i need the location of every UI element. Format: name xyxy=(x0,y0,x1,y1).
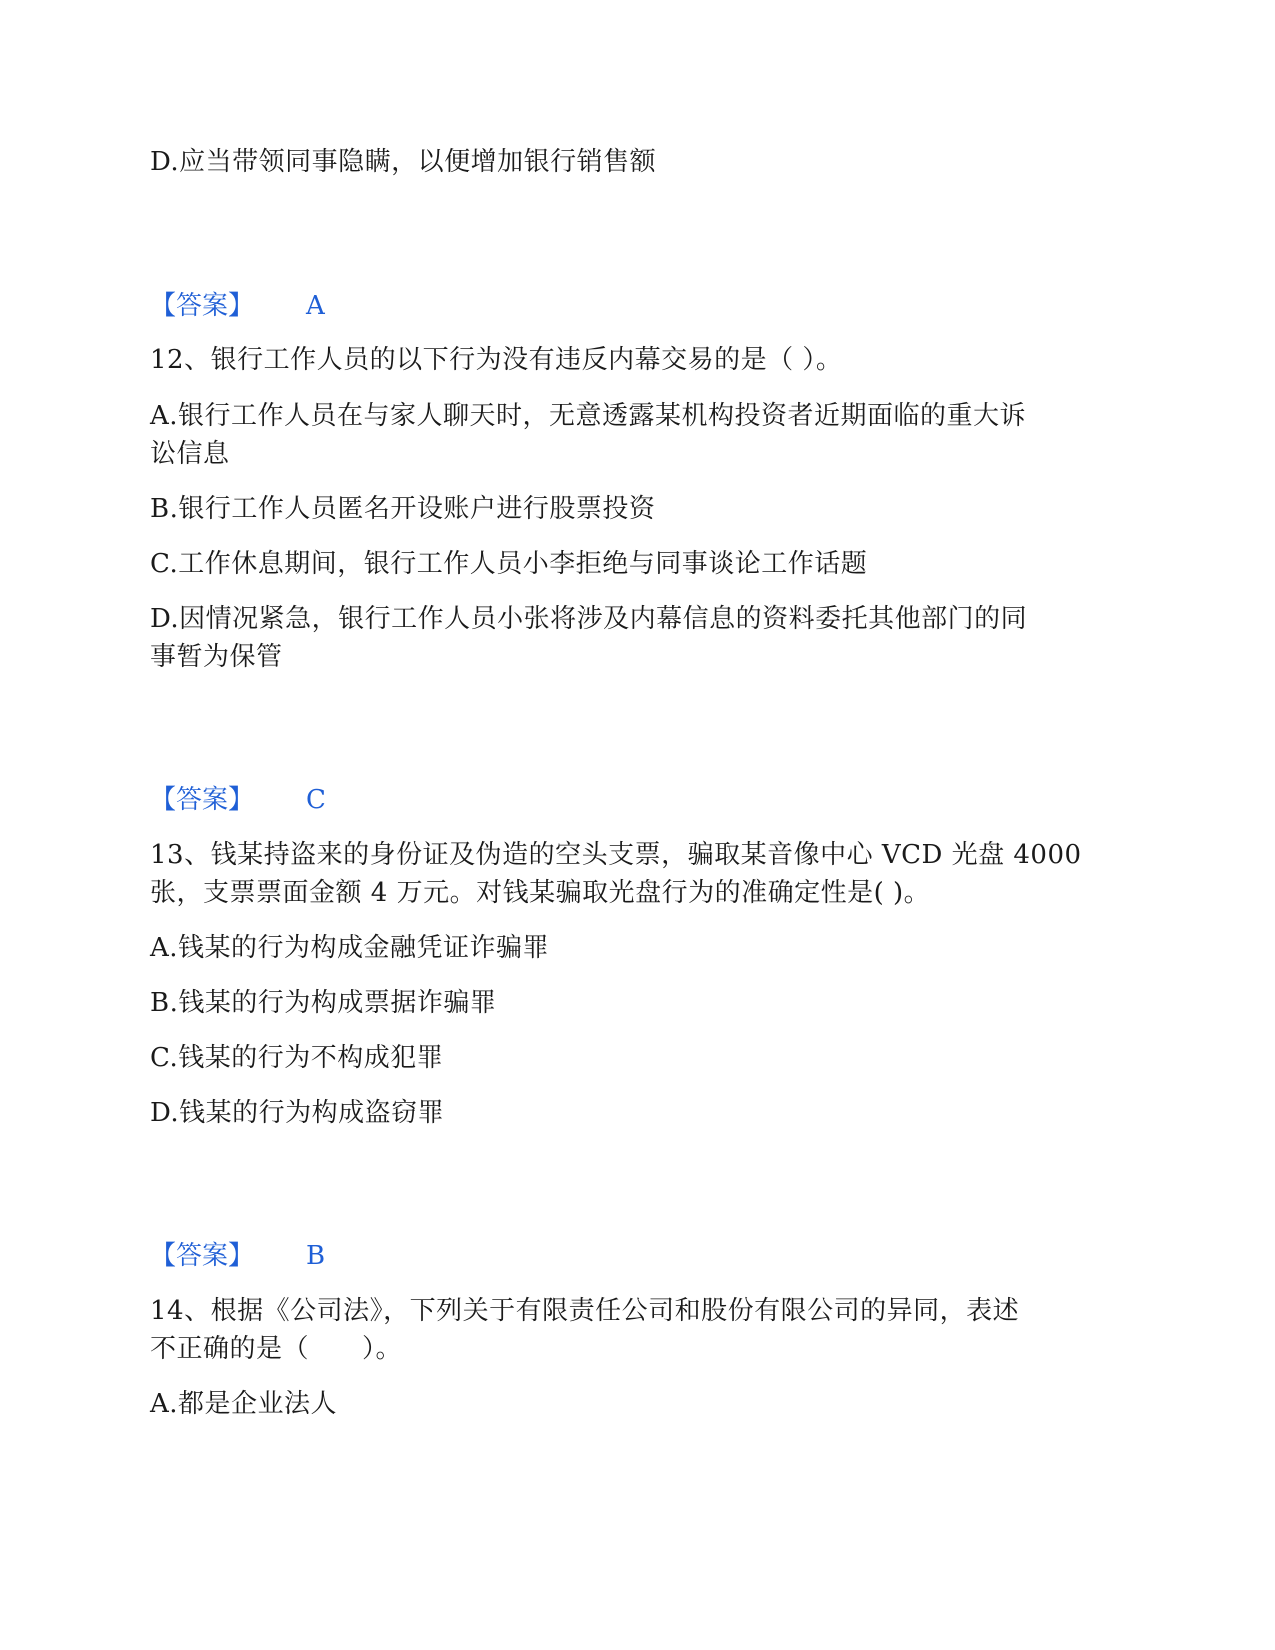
answer-label: 【答案】 xyxy=(150,291,255,321)
answer-value: C xyxy=(306,785,326,815)
q13-stem-line1: 13、钱某持盗来的身份证及伪造的空头支票，骗取某音像中心 VCD 光盘 4000 xyxy=(150,840,1082,870)
answer-label: 【答案】 xyxy=(150,785,255,815)
q12-stem: 12、银行工作人员的以下行为没有违反内幕交易的是（ ）。 xyxy=(150,345,843,375)
q11-answer xyxy=(150,289,325,323)
answer-value: B xyxy=(306,1241,326,1271)
q13-option-b: B.钱某的行为构成票据诈骗罪 xyxy=(150,988,497,1018)
q14-stem-line2: 不正确的是（ ）。 xyxy=(150,1334,403,1364)
q14-stem-line1: 14、根据《公司法》，下列关于有限责任公司和股份有限公司的异同，表述 xyxy=(150,1296,1020,1326)
q13-option-a: A.钱某的行为构成金融凭证诈骗罪 xyxy=(150,933,550,963)
answer-value: A xyxy=(306,291,325,321)
q12-option-a-line1: A.银行工作人员在与家人聊天时，无意透露某机构投资者近期面临的重大诉 xyxy=(150,401,1027,431)
q12-answer xyxy=(150,783,326,817)
q12-option-b: B.银行工作人员匿名开设账户进行股票投资 xyxy=(150,494,656,524)
q13-option-d: D.钱某的行为构成盗窃罪 xyxy=(150,1098,445,1128)
q12-option-a-line2: 讼信息 xyxy=(150,439,230,469)
q13-option-c: C.钱某的行为不构成犯罪 xyxy=(150,1043,444,1073)
q12-option-c: C.工作休息期间，银行工作人员小李拒绝与同事谈论工作话题 xyxy=(150,549,868,579)
q12-option-d-line1: D.因情况紧急，银行工作人员小张将涉及内幕信息的资料委托其他部门的同 xyxy=(150,604,1028,634)
q13-answer xyxy=(150,1239,325,1273)
q14-option-a: A.都是企业法人 xyxy=(150,1389,338,1419)
q11-option-d: D.应当带领同事隐瞒，以便增加银行销售额 xyxy=(150,147,657,177)
answer-label: 【答案】 xyxy=(150,1241,255,1271)
q12-option-d-line2: 事暂为保管 xyxy=(150,642,283,672)
q13-stem-line2: 张，支票票面金额 4 万元。对钱某骗取光盘行为的准确定性是( )。 xyxy=(150,878,931,908)
